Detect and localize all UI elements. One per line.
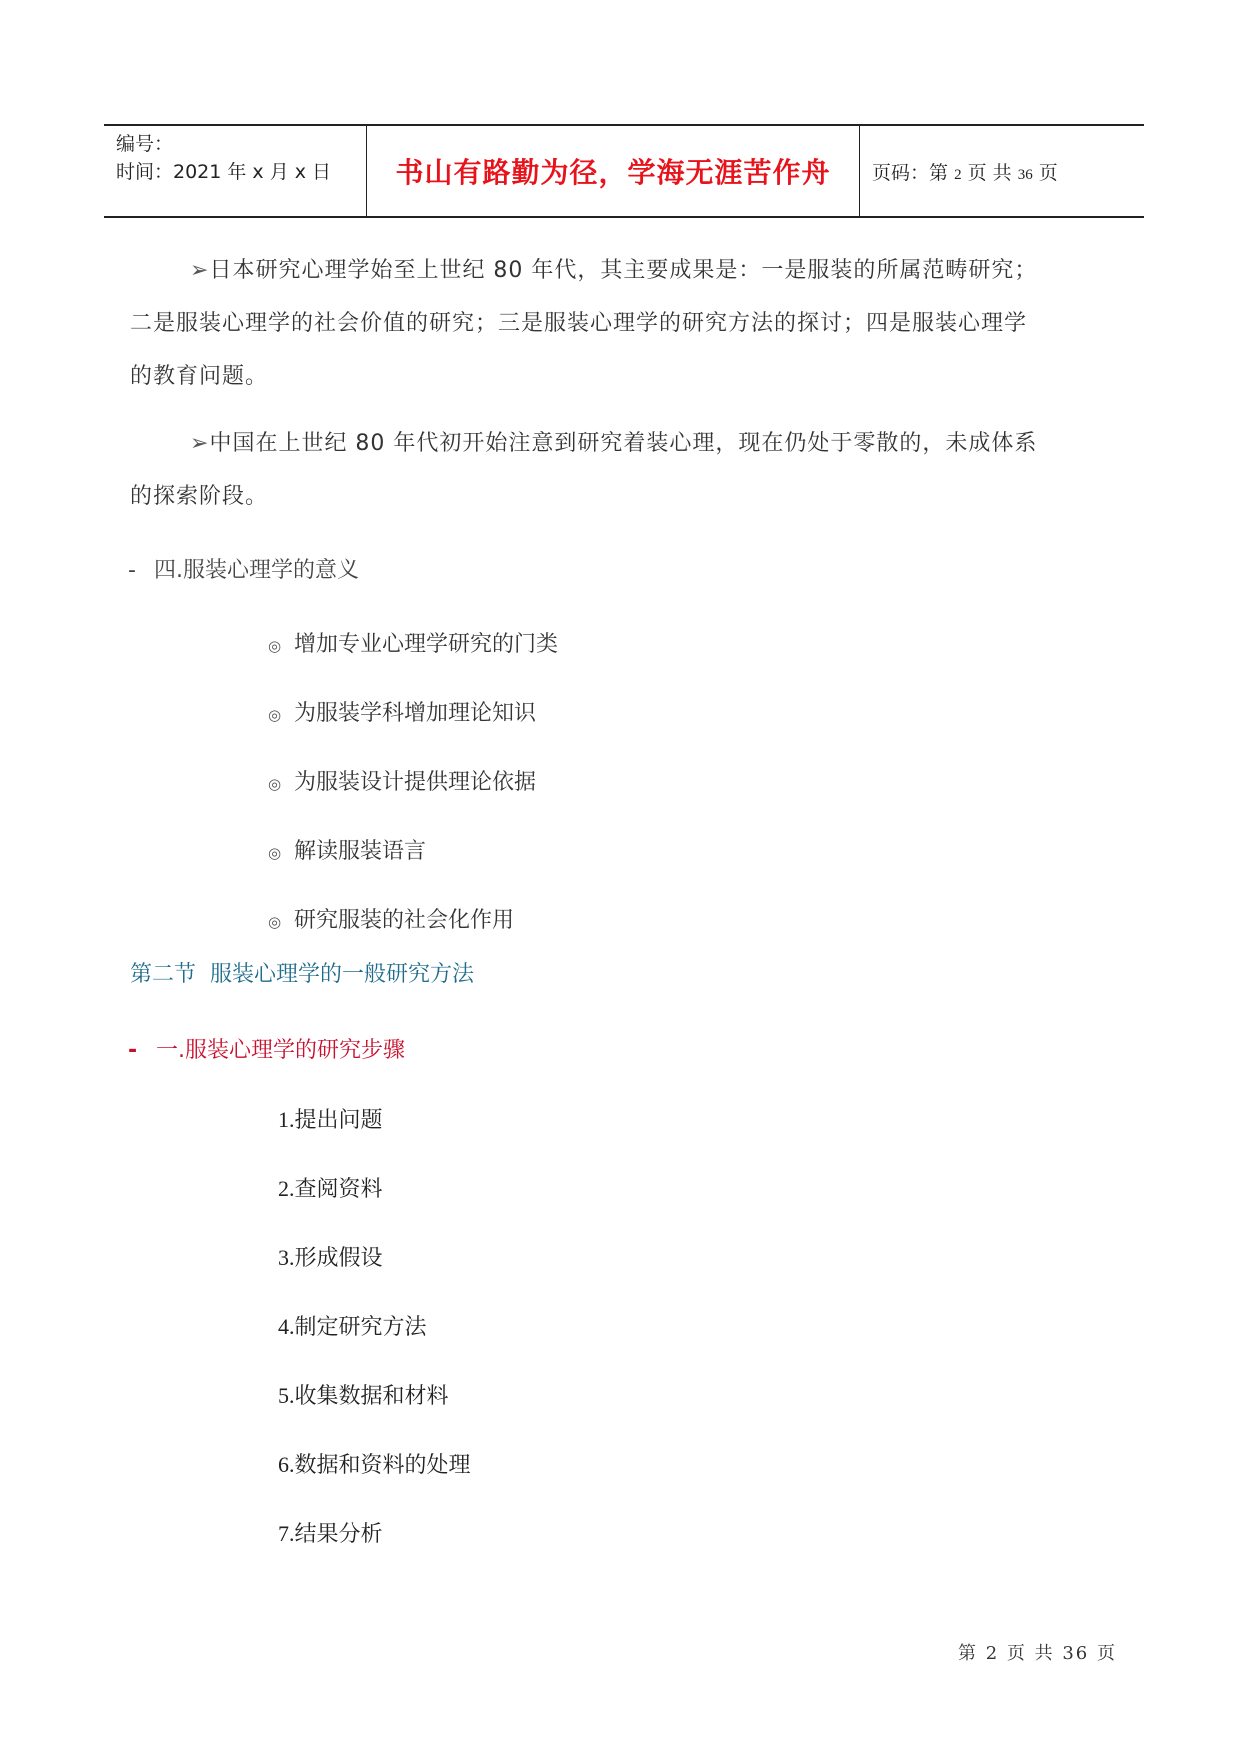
step-item xyxy=(278,1310,427,1341)
step-item xyxy=(278,1103,383,1134)
step-item xyxy=(278,1517,383,1548)
page-label-mid: 页 共 xyxy=(967,161,1012,184)
step-text: 形成假设 xyxy=(294,1246,383,1271)
page-header xyxy=(104,124,1144,218)
step-text: 制定研究方法 xyxy=(294,1315,427,1340)
section-heading-text: 四.服装心理学的意义 xyxy=(154,558,359,583)
list-item xyxy=(268,696,536,727)
motto-text: 书山有路勤为径，学海无涯苦作舟 xyxy=(395,156,831,189)
dash-marker: - xyxy=(128,558,136,583)
list-item-text: 为服装学科增加理论知识 xyxy=(294,701,537,726)
header-info-cell xyxy=(104,126,367,216)
paragraph-japan-research xyxy=(130,244,1110,403)
subsection-heading-text: 一.服装心理学的研究步骤 xyxy=(156,1038,405,1063)
list-item-text: 为服装设计提供理论依据 xyxy=(294,770,537,795)
step-number: 6. xyxy=(278,1452,295,1477)
list-item-text: 增加专业心理学研究的门类 xyxy=(294,632,559,657)
step-number: 4. xyxy=(278,1314,295,1339)
paragraph-china-research xyxy=(130,417,1110,523)
paragraph-line xyxy=(130,244,1110,297)
header-motto-cell xyxy=(367,126,860,216)
header-page-cell xyxy=(860,126,1144,216)
paragraph-text: 日本研究心理学始至上世纪 80 年代，其主要成果是：一是服装的所属范畴研究； xyxy=(209,258,1038,283)
list-item xyxy=(268,834,426,865)
paragraph-line xyxy=(130,417,1110,470)
step-item xyxy=(278,1448,471,1479)
paragraph-line: 的探索阶段。 xyxy=(130,484,269,509)
page-total: 36 xyxy=(1017,166,1033,183)
step-text: 提出问题 xyxy=(294,1108,383,1133)
step-item xyxy=(278,1241,383,1272)
step-text: 查阅资料 xyxy=(294,1177,383,1202)
section-title-text: 服装心理学的一般研究方法 xyxy=(210,962,475,987)
page-label-suffix: 页 xyxy=(1038,161,1058,184)
paragraph-line: 的教育问题。 xyxy=(130,364,269,389)
subsection-heading-steps xyxy=(128,1033,405,1064)
step-item xyxy=(278,1172,383,1203)
step-number: 2. xyxy=(278,1176,295,1201)
circle-bullet-icon: ◎ xyxy=(268,844,282,862)
page-current: 2 xyxy=(954,166,962,183)
page-number-label xyxy=(872,158,1144,185)
list-item xyxy=(268,627,558,658)
step-number: 5. xyxy=(278,1383,295,1408)
list-item-text: 解读服装语言 xyxy=(294,839,427,864)
document-number-label: 编号： xyxy=(116,133,174,155)
page-footer: 第 2 页 共 36 页 xyxy=(958,1643,1117,1664)
paragraph-text: 中国在上世纪 80 年代初开始注意到研究着装心理，现在仍处于零散的，未成体系 xyxy=(209,431,1038,456)
step-item xyxy=(278,1379,449,1410)
document-time-label: 时间：2021 年 x 月 x 日 xyxy=(116,161,332,183)
circle-bullet-icon: ◎ xyxy=(268,775,282,793)
arrow-bullet-icon: ➢ xyxy=(190,258,210,283)
paragraph-line: 二是服装心理学的社会价值的研究；三是服装心理学的研究方法的探讨；四是服装心理学 xyxy=(130,311,1028,336)
section-heading-significance xyxy=(128,553,359,584)
page-label-prefix: 页码：第 xyxy=(872,161,949,184)
list-item xyxy=(268,903,514,934)
circle-bullet-icon: ◎ xyxy=(268,637,282,655)
step-number: 3. xyxy=(278,1245,295,1270)
list-item xyxy=(268,765,536,796)
step-text: 数据和资料的处理 xyxy=(294,1453,471,1478)
section-label: 第二节 xyxy=(130,962,197,987)
step-text: 结果分析 xyxy=(294,1522,383,1547)
step-text: 收集数据和材料 xyxy=(294,1384,449,1409)
dash-marker: - xyxy=(128,1038,138,1063)
arrow-bullet-icon: ➢ xyxy=(190,431,210,456)
step-number: 1. xyxy=(278,1107,295,1132)
step-number: 7. xyxy=(278,1521,295,1546)
section-title-methods xyxy=(130,957,474,988)
circle-bullet-icon: ◎ xyxy=(268,913,282,931)
circle-bullet-icon: ◎ xyxy=(268,706,282,724)
list-item-text: 研究服装的社会化作用 xyxy=(294,908,515,933)
